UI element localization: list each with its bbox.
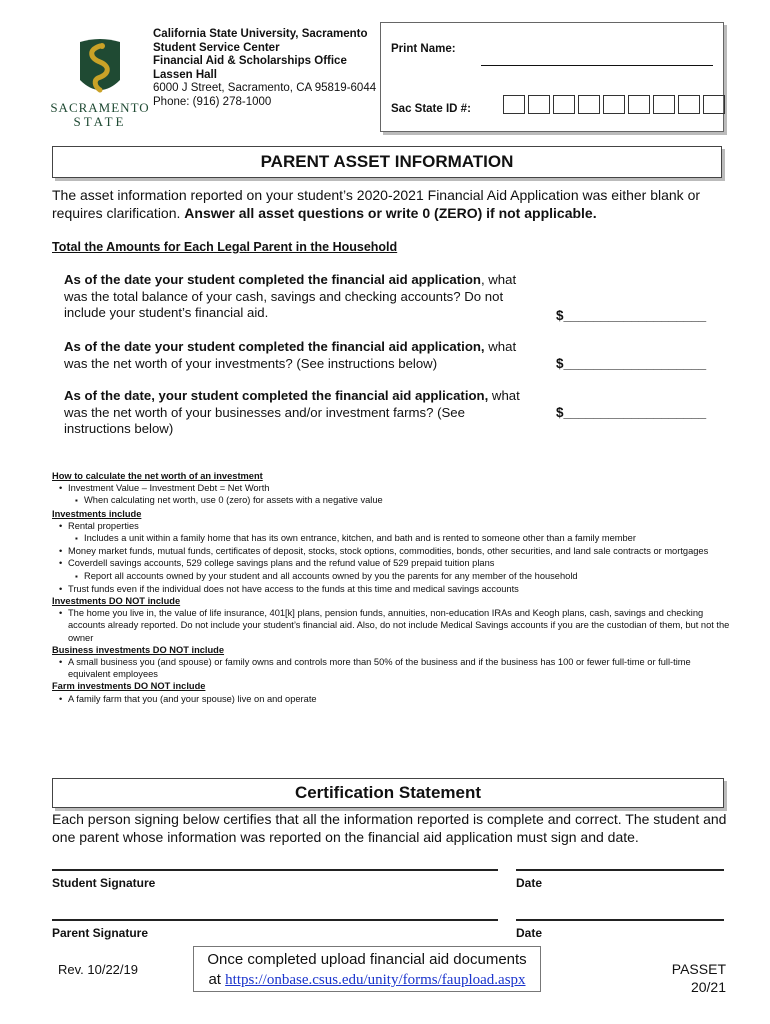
investments-amount-field[interactable]: $___________________ xyxy=(556,356,707,371)
list-subitem: ▪ Includes a unit within a family home that has its own entrance, kitchen, and bath and is rented to someone other than a family member xyxy=(52,532,732,545)
student-date-line[interactable] xyxy=(516,869,724,871)
phone-number: Phone: (916) 278-1000 xyxy=(153,95,272,108)
id-digit-cell[interactable] xyxy=(628,95,650,114)
list-item: • A family farm that you (and your spouse) live on and operate xyxy=(52,693,732,705)
list-item: • Money market funds, mutual funds, certificates of deposit, stocks, stock options, commodities, bonds, other securities, and land sale contracts or mortgages xyxy=(52,545,732,557)
building-name: Lassen Hall xyxy=(153,68,217,81)
form-code-name: PASSET xyxy=(671,961,726,977)
form-code-year: 20/21 xyxy=(690,979,726,995)
student-date-label: Date xyxy=(516,876,543,890)
question-lead: As of the date your student completed the financial aid application, xyxy=(64,339,485,354)
list-item: • A small business you (and spouse) or family owns and controls more than 50% of the business and if the business has 100 or fewer full-time or full-time equivalent employees xyxy=(52,656,732,680)
department-name: Financial Aid & Scholarships Office xyxy=(153,55,347,68)
university-name: California State University, Sacramento xyxy=(153,28,368,40)
question-lead: As of the date, your student completed the financial aid application, xyxy=(64,388,489,403)
question-businesses-farms xyxy=(64,388,534,438)
list-subitem: ▪ When calculating net worth, use 0 (zero) for assets with a negative value xyxy=(52,494,732,507)
parent-date-label: Date xyxy=(516,926,543,940)
office-address-block xyxy=(153,28,376,110)
instructions-heading: How to calculate the net worth of an investment xyxy=(52,471,263,481)
upload-at-text: at xyxy=(208,971,226,988)
upload-link[interactable]: https://onbase.csus.edu/unity/forms/faupload.aspx xyxy=(225,972,526,988)
logo-text-sacramento: SACRAMENTO xyxy=(50,100,150,115)
id-digit-cell[interactable] xyxy=(603,95,625,114)
form-code xyxy=(672,960,726,996)
sac-state-id-label: Sac State ID #: xyxy=(391,103,471,115)
student-signature-line[interactable] xyxy=(52,869,498,871)
sac-state-id-field[interactable] xyxy=(503,95,725,114)
parent-signature-label: Parent Signature xyxy=(52,926,149,940)
question-investments xyxy=(64,339,534,372)
question-text: what was the net worth of your investments? (See instructions below) xyxy=(64,339,517,371)
question-cash-savings xyxy=(64,272,534,322)
id-digit-cell[interactable] xyxy=(678,95,700,114)
id-digit-cell[interactable] xyxy=(528,95,550,114)
id-digit-cell[interactable] xyxy=(553,95,575,114)
student-signature-label: Student Signature xyxy=(52,876,156,890)
upload-instructions-box xyxy=(193,946,541,992)
intro-text: The asset information reported on your student’s 2020-2021 Financial Aid Application was either blank or requires clarification. xyxy=(52,187,701,221)
cash-savings-amount-field[interactable]: $___________________ xyxy=(556,308,707,323)
parent-asset-title: PARENT ASSET INFORMATION xyxy=(52,146,722,178)
sacramento-state-logo xyxy=(50,36,150,128)
instructions-heading: Investments DO NOT include xyxy=(52,596,181,607)
intro-emphasis: Answer all asset questions or write 0 (ZERO) if not applicable. xyxy=(184,205,597,221)
upload-link-line xyxy=(194,970,540,990)
total-amounts-heading: Total the Amounts for Each Legal Parent in the Household xyxy=(52,240,398,254)
instructions-heading: Investments include xyxy=(52,508,142,519)
parent-date-line[interactable] xyxy=(516,919,724,921)
list-subitem: ▪ Report all accounts owned by your student and all accounts owned by you the parents for any member of the household xyxy=(52,570,732,583)
id-digit-cell[interactable] xyxy=(653,95,675,114)
street-address: 6000 J Street, Sacramento, CA 95819-6044 xyxy=(153,82,377,95)
instructions-block xyxy=(52,470,732,705)
instructions-heading: Business investments DO NOT include xyxy=(52,644,225,655)
business-farm-amount-field[interactable]: $___________________ xyxy=(556,405,707,420)
list-item: • Trust funds even if the individual does not have access to the funds at this time and medical savings accounts xyxy=(52,583,732,595)
id-digit-cell[interactable] xyxy=(503,95,525,114)
intro-paragraph xyxy=(52,186,732,222)
certification-text: Each person signing below certifies that all the information reported is complete and correct. The student and one parent whose information was reported on the financial aid application must sign and date. xyxy=(52,811,727,845)
list-item: • Rental properties xyxy=(52,520,732,532)
list-item: • Coverdell savings accounts, 529 college savings plans and the refund value of 529 prepaid tuition plans xyxy=(52,557,732,569)
instructions-heading: Farm investments DO NOT include xyxy=(52,681,206,692)
question-lead: As of the date your student completed the financial aid application xyxy=(64,272,481,287)
question-text: , what was the total balance of your cash, savings and checking accounts? Do not include your student’s financial aid. xyxy=(64,272,517,320)
question-text: what was the net worth of your businesses and/or investment farms? (See instructions below) xyxy=(64,388,520,436)
list-item: • Investment Value – Investment Debt = Net Worth xyxy=(52,482,732,494)
upload-instructions-text: Once completed upload financial aid documents xyxy=(207,951,527,968)
print-name-field[interactable] xyxy=(481,65,713,66)
student-id-box xyxy=(380,22,724,132)
hornet-logo-icon xyxy=(50,36,150,100)
print-name-label: Print Name: xyxy=(391,43,456,55)
id-digit-cell[interactable] xyxy=(703,95,725,114)
list-item: • The home you live in, the value of life insurance, 401[k] plans, pension funds, annuities, non-education IRAs and Keogh plans, cash, savings and checking accounts already reported. Do not include your student’s financial aid. Also, do not include Medical Savings accounts if you are the custodian of them, but not the owner xyxy=(52,607,732,644)
revision-date: Rev. 10/22/19 xyxy=(58,962,138,977)
logo-text-state: STATE xyxy=(73,114,127,129)
certification-title: Certification Statement xyxy=(52,778,724,808)
id-digit-cell[interactable] xyxy=(578,95,600,114)
service-center: Student Service Center xyxy=(153,41,280,54)
parent-signature-line[interactable] xyxy=(52,919,498,921)
